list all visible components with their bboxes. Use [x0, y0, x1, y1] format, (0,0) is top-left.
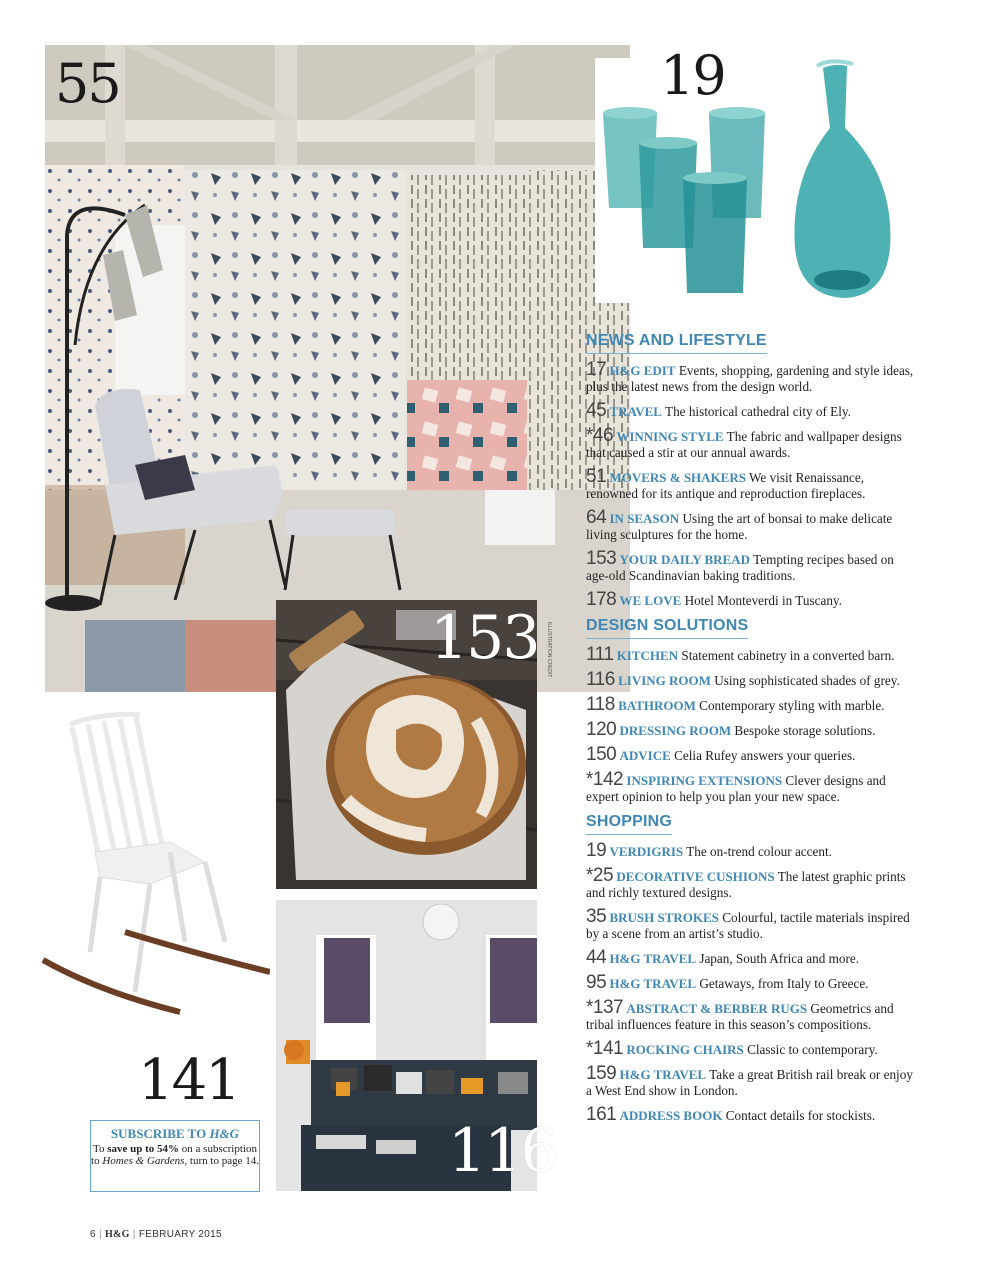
entry-page: 44	[586, 947, 607, 968]
list-item[interactable]	[586, 865, 916, 901]
subscribe-body	[91, 1143, 259, 1168]
entry-page: 150	[586, 744, 617, 765]
entry-text: Tempting recipes based on age-old Scandinavian baking traditions.	[586, 552, 894, 583]
entry-text: Take a great British rail break or enjoy a West End show in London.	[586, 1067, 913, 1098]
list-item[interactable]	[586, 906, 916, 942]
entry-page: *25	[586, 865, 614, 886]
list-item[interactable]	[586, 548, 916, 584]
entry-text: Using the art of bonsai to make delicate living sculptures for the home.	[586, 511, 893, 542]
entry-page: *141	[586, 1038, 624, 1059]
entry-heading: ADVICE	[619, 748, 671, 763]
entry-page: 159	[586, 1063, 617, 1084]
list-item[interactable]	[586, 1038, 916, 1059]
entry-text: Using sophisticated shades of grey.	[714, 673, 900, 688]
entry-text: Statement cabinetry in a converted barn.	[681, 648, 895, 663]
rocking-chair-photo	[40, 712, 270, 1042]
list-item[interactable]	[586, 997, 916, 1033]
list-item[interactable]	[586, 400, 916, 421]
entry-text: Celia Rufey answers your queries.	[674, 748, 856, 763]
entry-heading: WINNING STYLE	[616, 429, 724, 444]
list-item[interactable]	[586, 694, 916, 715]
entry-page: 178	[586, 589, 617, 610]
page-number-153: 153	[430, 603, 539, 673]
entry-text: Events, shopping, gardening and style ideas, plus the latest news from the design world.	[586, 363, 914, 394]
page-footer	[90, 1229, 222, 1240]
entry-page: 17	[586, 359, 607, 380]
entry-text: The fabric and wallpaper designs that caused a stir at our annual awards.	[586, 429, 902, 460]
footer-issue: FEBRUARY 2015	[138, 1229, 222, 1240]
entry-heading: H&G TRAVEL	[609, 976, 697, 991]
entry-text: Clever designs and expert opinion to help you plan your new space.	[586, 773, 886, 804]
glassware-illustration	[595, 58, 905, 303]
entry-text: Bespoke storage solutions.	[734, 723, 876, 738]
list-item[interactable]	[586, 1104, 916, 1125]
rocking-chair-illustration	[40, 712, 270, 1042]
entry-page: 120	[586, 719, 617, 740]
section-title: NEWS AND LIFESTYLE	[586, 332, 767, 354]
subscribe-box[interactable]	[90, 1120, 260, 1192]
subscribe-line-c: , turn to page 14.	[184, 1155, 259, 1167]
living-room-illustration	[45, 45, 630, 692]
footer-page-number: 6	[90, 1229, 96, 1240]
entry-heading: LIVING ROOM	[618, 673, 711, 688]
entry-heading: KITCHEN	[616, 648, 679, 663]
section-title: SHOPPING	[586, 813, 672, 835]
entry-text: Hotel Monteverdi in Tuscany.	[684, 593, 842, 608]
list-item[interactable]	[586, 1063, 916, 1099]
list-item[interactable]	[586, 769, 916, 805]
footer-divider: |	[98, 1229, 105, 1240]
entry-page: 161	[586, 1104, 617, 1125]
page-number-141: 141	[138, 1048, 239, 1113]
entry-heading: INSPIRING EXTENSIONS	[626, 773, 783, 788]
entry-page: 19	[586, 840, 607, 861]
footer-divider: |	[132, 1229, 139, 1240]
subscribe-title	[91, 1128, 259, 1141]
entry-page: 51	[586, 466, 607, 487]
list-item[interactable]	[586, 669, 916, 690]
entry-text: Contemporary styling with marble.	[699, 698, 885, 713]
list-item[interactable]	[586, 744, 916, 765]
entry-heading: ROCKING CHAIRS	[626, 1042, 744, 1057]
entry-heading: H&G TRAVEL	[609, 951, 697, 966]
entry-heading: H&G EDIT	[609, 363, 676, 378]
list-item[interactable]	[586, 972, 916, 993]
entry-page: 118	[586, 694, 615, 715]
list-item[interactable]	[586, 840, 916, 861]
entry-heading: BRUSH STROKES	[609, 910, 719, 925]
entry-heading: VERDIGRIS	[609, 844, 684, 859]
entry-text: Classic to contemporary.	[747, 1042, 878, 1057]
list-item[interactable]	[586, 359, 916, 395]
list-item[interactable]	[586, 644, 916, 665]
verdigris-glassware-photo	[595, 58, 905, 303]
section-design-solutions	[586, 617, 916, 805]
contents-list	[586, 332, 916, 1132]
entry-page: 153	[586, 548, 617, 569]
page-number-19: 19	[660, 44, 725, 107]
entry-heading: DRESSING ROOM	[619, 723, 732, 738]
entry-text: The historical cathedral city of Ely.	[665, 404, 851, 419]
entry-text: Contact details for stockists.	[725, 1108, 876, 1123]
subscribe-line-b: on a subscription to	[91, 1142, 257, 1167]
entry-heading: BATHROOM	[618, 698, 696, 713]
entry-text: Getaways, from Italy to Greece.	[699, 976, 869, 991]
subscribe-title-brand: H&G	[209, 1126, 240, 1141]
entry-page: *137	[586, 997, 624, 1018]
list-item[interactable]	[586, 947, 916, 968]
entry-page: 111	[586, 644, 614, 665]
entry-page: *142	[586, 769, 624, 790]
entry-heading: ABSTRACT & BERBER RUGS	[626, 1001, 808, 1016]
entry-text: We visit Renaissance, renowned for its antique and reproduction fireplaces.	[586, 470, 866, 501]
list-item[interactable]	[586, 719, 916, 740]
entry-text: Colourful, tactile materials inspired by a scene from an artist’s studio.	[586, 910, 910, 941]
entry-heading: WE LOVE	[619, 593, 682, 608]
list-item[interactable]	[586, 589, 916, 610]
entry-heading: H&G TRAVEL	[619, 1067, 707, 1082]
subscribe-line-a: To	[93, 1142, 108, 1155]
entry-page: 64	[586, 507, 607, 528]
list-item[interactable]	[586, 425, 916, 461]
entry-heading: MOVERS & SHAKERS	[609, 470, 746, 485]
living-room-photo	[45, 45, 630, 692]
subscribe-offer: save up to 54%	[107, 1142, 180, 1155]
entry-text: The on-trend colour accent.	[686, 844, 832, 859]
section-news-and-lifestyle	[586, 332, 916, 609]
list-item[interactable]	[586, 507, 916, 543]
page-number-55: 55	[55, 52, 120, 115]
entry-text: Japan, South Africa and more.	[699, 951, 859, 966]
entry-heading: YOUR DAILY BREAD	[619, 552, 751, 567]
entry-text: Geometrics and tribal influences feature in this season’s compositions.	[586, 1001, 894, 1032]
entry-page: 95	[586, 972, 607, 993]
entry-text: The latest graphic prints and richly textured designs.	[586, 869, 906, 900]
photo-credit: ILLUSTRATION CREDIT	[546, 622, 552, 678]
page-number-116: 116	[448, 1116, 557, 1186]
entry-page: *46	[586, 425, 614, 446]
entry-page: 116	[586, 669, 615, 690]
entry-page: 45	[586, 400, 607, 421]
footer-brand: H&G	[104, 1229, 130, 1240]
list-item[interactable]	[586, 466, 916, 502]
entry-heading: TRAVEL	[609, 404, 662, 419]
subscribe-title-text: SUBSCRIBE TO	[110, 1126, 210, 1141]
entry-page: 35	[586, 906, 607, 927]
section-shopping	[586, 813, 916, 1124]
entry-heading: DECORATIVE CUSHIONS	[616, 869, 775, 884]
subscribe-magazine: Homes & Gardens	[102, 1155, 185, 1167]
entry-heading: IN SEASON	[609, 511, 680, 526]
section-title: DESIGN SOLUTIONS	[586, 617, 748, 639]
entry-heading: ADDRESS BOOK	[619, 1108, 723, 1123]
